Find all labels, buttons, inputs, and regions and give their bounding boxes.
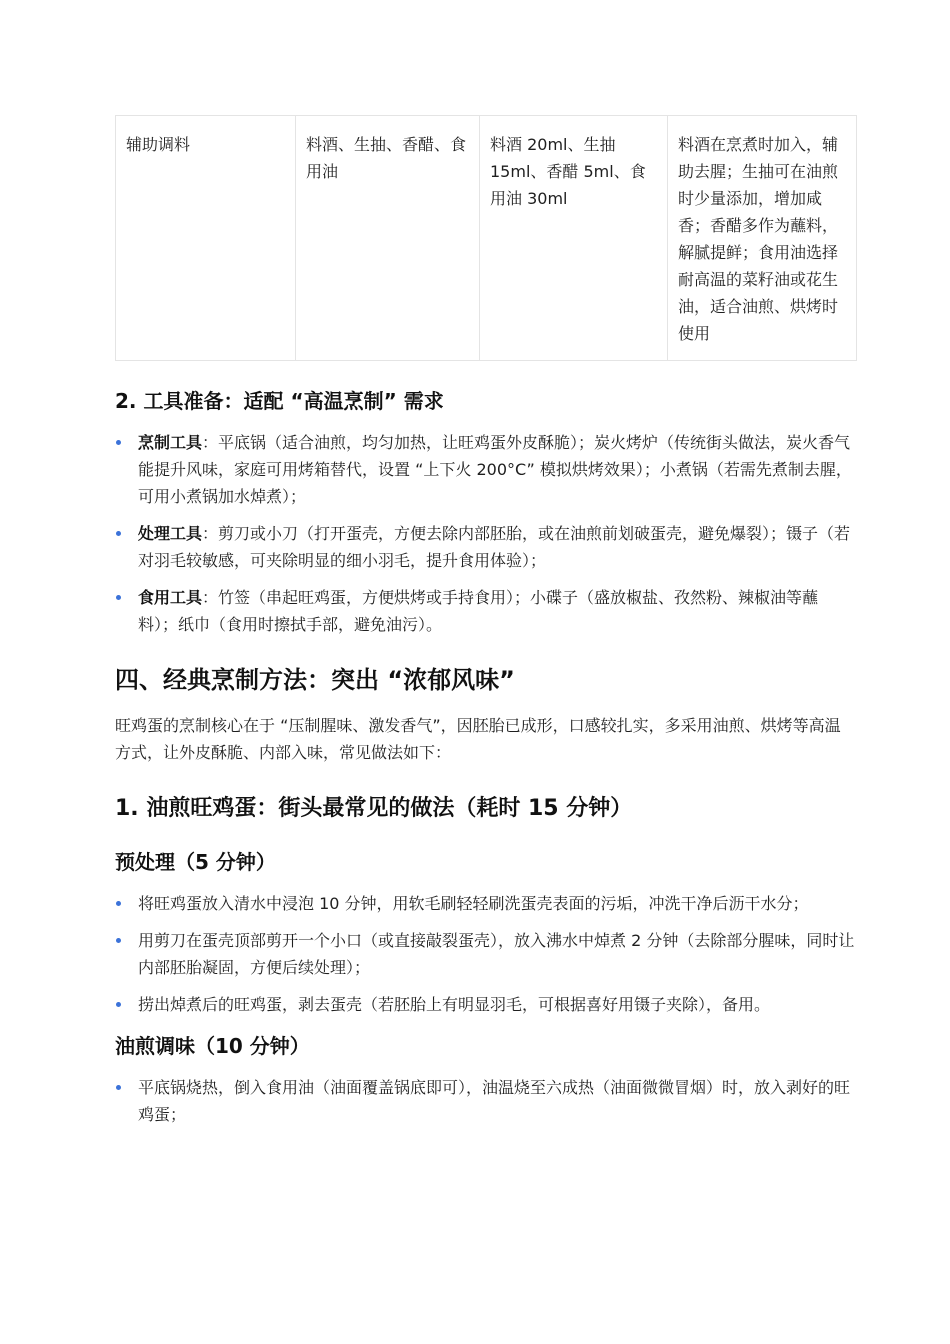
list-item	[115, 927, 856, 981]
list-item	[115, 991, 856, 1018]
method1-heading: 1. 油煎旺鸡蛋：街头最常见的做法（耗时 15 分钟）	[115, 796, 633, 821]
fry-heading: 油煎调味（10 分钟）	[115, 1034, 310, 1058]
seasoning-table	[115, 115, 857, 361]
table-cell-category: 辅助调料	[116, 116, 296, 361]
item-text: 平底锅烧热，倒入食用油（油面覆盖锅底即可），油温烧至六成热（油面微微冒烟）时，放入剥好的旺鸡蛋；	[138, 1078, 851, 1124]
list-item	[115, 429, 856, 510]
item-lead: 食用工具	[138, 588, 203, 607]
fry-list	[115, 1074, 856, 1128]
bullet-icon	[116, 938, 121, 943]
item-lead: 烹制工具	[138, 433, 203, 452]
list-item	[115, 890, 856, 917]
section4-heading: 四、经典烹制方法：突出 “浓郁风味”	[115, 666, 515, 694]
bullet-icon	[116, 1002, 121, 1007]
section4-intro: 旺鸡蛋的烹制核心在于 “压制腥味、激发香气”，因胚胎已成形，口感较扎实，多采用油煎、烘烤等高温方式，让外皮酥脆、内部入味，常见做法如下：	[115, 716, 841, 762]
bullet-icon	[116, 440, 121, 445]
tools-heading: 2. 工具准备：适配 “高温烹制” 需求	[115, 389, 444, 413]
bullet-icon	[116, 1085, 121, 1090]
prep-heading: 预处理（5 分钟）	[115, 850, 276, 874]
list-item	[115, 520, 856, 574]
bullet-icon	[116, 531, 121, 536]
table-cell-ingredients: 料酒、生抽、香醋、食用油	[296, 116, 480, 361]
item-text: 捞出焯煮后的旺鸡蛋，剥去蛋壳（若胚胎上有明显羽毛，可根据喜好用镊子夹除），备用。	[138, 995, 771, 1014]
item-text: ：竹签（串起旺鸡蛋，方便烘烤或手持食用）；小碟子（盛放椒盐、孜然粉、辣椒油等蘸料）；纸巾（食用时擦拭手部，避免油污）。	[138, 588, 819, 634]
prep-list	[115, 890, 856, 1018]
table-cell-amount: 料酒 20ml、生抽 15ml、香醋 5ml、食用油 30ml	[480, 116, 668, 361]
bullet-icon	[116, 595, 121, 600]
table-cell-notes: 料酒在烹煮时加入，辅助去腥；生抽可在油煎时少量添加，增加咸香；香醋多作为蘸料，解腻提鲜；食用油选择耐高温的菜籽油或花生油，适合油煎、烘烤时使用	[668, 116, 857, 361]
item-lead: 处理工具	[138, 524, 203, 543]
bullet-icon	[116, 901, 121, 906]
table-row	[116, 116, 857, 361]
item-text: 将旺鸡蛋放入清水中浸泡 10 分钟，用软毛刷轻轻刷洗蛋壳表面的污垢，冲洗干净后沥干水分；	[138, 894, 809, 913]
item-text: 用剪刀在蛋壳顶部剪开一个小口（或直接敲裂蛋壳），放入沸水中焯煮 2 分钟（去除部分腥味，同时让内部胚胎凝固，方便后续处理）；	[138, 931, 855, 977]
item-text: ：平底锅（适合油煎，均匀加热，让旺鸡蛋外皮酥脆）；炭火烤炉（传统街头做法，炭火香气能提升风味，家庭可用烤箱替代，设置 “上下火 200°C” 模拟烘烤效果）；小煮锅（若需先煮制去腥，可用小煮锅加水焯煮）；	[138, 433, 852, 506]
document-page	[115, 115, 856, 1138]
item-text: ：剪刀或小刀（打开蛋壳，方便去除内部胚胎，或在油煎前划破蛋壳，避免爆裂）；镊子（若对羽毛较敏感，可夹除明显的细小羽毛，提升食用体验）；	[138, 524, 851, 570]
list-item	[115, 584, 856, 638]
tools-list	[115, 429, 856, 638]
list-item	[115, 1074, 856, 1128]
